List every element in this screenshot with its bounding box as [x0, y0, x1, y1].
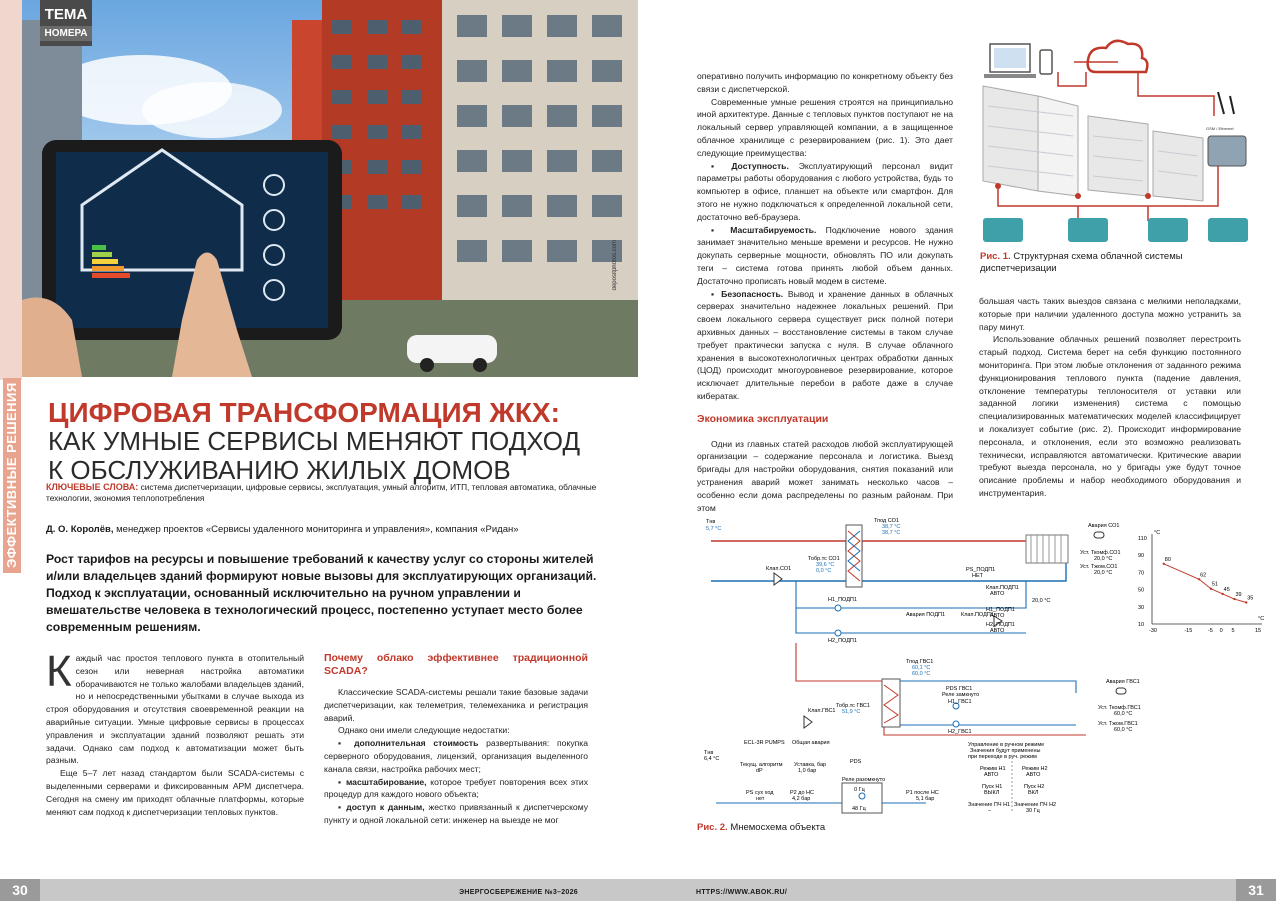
chart-point-label: 39: [1235, 592, 1242, 599]
author-role: менеджер проектов «Сервисы удаленного мониторинга и управления», компания «Ридан»: [116, 524, 519, 535]
badge-line2: НОМЕРА: [40, 26, 92, 41]
mn-pds: PDS: [850, 759, 862, 765]
mn-r-n1-podp1: Н1_ПОДП1: [986, 607, 1015, 613]
mn-n2-gvs1: Н2_ГВС1: [948, 729, 972, 735]
mn-ust-tkomf-co1-v: 20,0 °С: [1094, 556, 1113, 562]
right-page-number: 31: [1236, 879, 1276, 901]
mn-tpod-co1-v1: 38,7 °С: [882, 524, 901, 530]
mn-tek-alg-v: dP: [756, 768, 763, 774]
keywords-label: КЛЮЧЕВЫЕ СЛОВА:: [46, 482, 139, 492]
mn-hz1: 0 Гц: [854, 787, 865, 793]
chart-series-line: [1164, 564, 1246, 603]
cover-illustration: [22, 0, 638, 377]
chart-y-tick: 50: [1138, 587, 1145, 594]
mn-pusk-n1-v: ВЫКЛ: [984, 790, 1000, 796]
mn-znach-n2-v: 30 Гц: [1026, 808, 1040, 814]
left-column-2: [324, 652, 588, 827]
mn-r-avto2: АВТО: [990, 613, 1005, 619]
mn-rezhim-n1: Режим Н1: [980, 766, 1006, 772]
right-column-1: [697, 70, 953, 514]
mn-r-avto3: АВТО: [990, 628, 1005, 634]
mn-r-klap-podp1: Клап.ПОДП1: [986, 585, 1019, 591]
mn-n1-gvs1: Н1_ГВС1: [948, 699, 972, 705]
chart-y-tick: 90: [1138, 553, 1145, 560]
mn-tpod-gvs1-v2: 60,0 °С: [912, 671, 931, 677]
col2-b2-text: которое требует повторения всех этих процедур для каждого нового объекта;: [324, 776, 588, 800]
author-name: Д. О. Королёв,: [46, 524, 114, 535]
figure-2-caption-text: Мнемосхема объекта: [730, 822, 826, 833]
mn-tobr-tc-co1-v2: 0,0 °С: [816, 568, 832, 574]
article-title: [48, 398, 628, 485]
rc1-economics-paragraph: Одни из главных статей расходов любой эксплуатирующей организации – содержание персонала и логистика. Выезд бригады для настройки оборудования, снятия показаний или устранения аварий может занимать несколько часов – особенно если дома распределены по разным районам. При этом: [697, 438, 953, 513]
chart-point: [1198, 578, 1200, 580]
mn-t-out-val: 5,7 °С: [706, 526, 722, 532]
mn-avaria-gvs1: Авария ГВС1: [1106, 679, 1140, 685]
left-page-number: 30: [0, 879, 40, 901]
cloud-architecture-diagram: [978, 36, 1268, 246]
mn-ecl: ECL-3R PUMPS: [744, 740, 785, 746]
rc1-b1-bold: Доступность.: [731, 160, 789, 171]
mn-znach-n1-v: –: [988, 808, 992, 814]
col2-heading: Почему облако эффективнее традиционной SCADA?: [324, 652, 588, 677]
figure-1-caption-text: Структурная схема облачной системы диспетчеризации: [980, 251, 1183, 274]
col1-paragraph-2: Еще 5–7 лет назад стандартом были SCADA-системы с выделенными серверами и фиксированным АРМ диспетчера. Сегодня на смену им приходят облачные платформы, которые меняют сам подход к диспетчеризации тепловых пунктов.: [46, 768, 304, 817]
photo-credit: depositphotos.com: [612, 240, 618, 291]
rc1-b2-text: Подключение нового здания занимает значительно меньше времени и ресурсов. Не нужно докупать серверные мощности, обновлять ПО или докупать теги – система готова принять любой объем данных. Достаточно прописать новый модем в системе.: [697, 224, 953, 286]
mn-znach-n2: Значение ПЧ Н2: [1014, 802, 1057, 808]
mn-rele-zamknuto: Реле замкнуто: [942, 692, 980, 698]
chart-x-label: °C: [1258, 616, 1265, 622]
keywords: [46, 482, 606, 504]
mn-rezhim-n2: Режим Н2: [1022, 766, 1048, 772]
rc1-b3-bold: Безопасность.: [721, 288, 784, 299]
mn-ustavka-bar: Уставка, бар: [794, 762, 827, 768]
title-line1: ЦИФРОВАЯ ТРАНСФОРМАЦИЯ ЖКХ:: [48, 397, 560, 428]
rc1-b1-text: Эксплуатирующий персонал видит параметры работы оборудования с любого устройства, будь то компьютер в офисе, планшет на объекте или смартфон. Для этого не нужно подключаться к определенной локальной сети, достаточно веб-браузера.: [697, 160, 954, 222]
cover-photo: [22, 0, 638, 377]
mn-tpod-co1: Тпод СО1: [874, 518, 899, 524]
rc1-bullet-2: ▪ Масштабируемость. Подключение нового здания занимает значительно меньше времени и ресурсов. Не нужно докупать серверные мощности, обновлять ПО или докупать теги – система готова принять любой объем данных. Достаточно прописать новый модем в системе.: [697, 224, 953, 286]
col2-bullet-2: ▪ масштабирование, которое требует повторения всех этих процедур для каждого нового объекта;: [324, 776, 588, 800]
title-line3: К ОБСЛУЖИВАНИЮ ЖИЛЫХ ДОМОВ: [48, 455, 511, 485]
col2-b1-bold: дополнительная стоимость: [354, 738, 479, 749]
rc2-paragraph-2: Использование облачных решений позволяет перестроить старый подход. Система берет на себя функцию постоянного мониторинга. При этом любые отклонения от заданного режима функционирования теплового пункта (падение давления, отклонение температуры теплоносителя от уставки или заданной логики изменения) система с помощью специализированных математических моделей классифицирует и локализует событие (рис. 2). Происходит информирование персонала, и отклонения, если это возможно реализовать технически, исправляются автоматически. Критические аварии требуют выезда персонала, но у бригады уже будут точное описание проблемы и набор необходимого оборудования и инструментария.: [979, 334, 1241, 498]
mn-manual-title1: Управление в ручном режиме: [968, 742, 1045, 748]
mn-tpod-gvs1-v1: 60,1 °С: [912, 665, 931, 671]
col2-b3-text: жестко привязанный к диспетчерскому пункту и одной локальной сети: инженер на выезде не мог: [324, 802, 589, 825]
figure-2-label: Рис. 2.: [697, 822, 728, 833]
chart-point: [1210, 588, 1212, 590]
chart-x-tick: -5: [1207, 628, 1213, 634]
mn-rezhim-n1-v: АВТО: [984, 772, 999, 778]
mn-ps-sux: PS сух ход: [746, 790, 774, 796]
figure-1-caption: [980, 251, 1250, 275]
figure-1: [978, 36, 1268, 246]
mn-klap-podp1: Клап.ПОДП1: [961, 612, 994, 618]
rc1-bullet-1: ▪ Доступность. Эксплуатирующий персонал видит параметры работы оборудования с любого устройства, будь то компьютер в офисе, планшет на объекте или смартфон. Для этого не нужно подключаться к определенной локальной сети, достаточно веб-браузера.: [697, 160, 954, 222]
left-footer-text: ЭНЕРГОСБЕРЕЖЕНИЕ №3–2026: [459, 889, 578, 896]
col2-b1-text: развертывания: покупка серверного оборудования, лицензий, организация выделенного канала связи, настройка рабочих мест;: [324, 738, 588, 774]
mn-rezhim-n2-v: АВТО: [1026, 772, 1041, 778]
mn-p1-posle-nc: P1 после НС: [906, 790, 939, 796]
title-line2: КАК УМНЫЕ СЕРВИСЫ МЕНЯЮТ ПОДХОД: [48, 426, 581, 456]
col1-paragraph-1: [46, 647, 304, 767]
mn-ps-sux-v: нет: [756, 796, 765, 802]
mn-ust-tzhom-gvs1-v: 60,0 °С: [1114, 727, 1133, 733]
mn-t-out: Тнв: [706, 519, 716, 525]
chart-y-tick: 30: [1138, 604, 1145, 611]
mn-p2-do-nc: P2 до НС: [790, 790, 814, 796]
col1-p1-text: аждый час простоя теплового пункта в отопительный сезон или неверная настройка автоматики оборачиваются не только жалобами владельцев зданий, но и непосредственными убытками в случае выхода из строя оборудования и отсутствия своевременной реакции на аварийные ситуации. Умные цифровые сервисы в процессах управления и эксплуатации зданий позволяют решать эти задачи. Однако сам подход к автоматизации может быть разным.: [46, 653, 304, 766]
mn-tnv2-v: 6,4 °С: [704, 756, 720, 762]
mn-n2-podp1: Н2_ПОДП1: [828, 638, 857, 644]
chart-point-label: 62: [1200, 572, 1207, 579]
side-strip: [0, 0, 22, 380]
mn-klap-co1: Клап.СО1: [766, 566, 792, 572]
keywords-text: система диспетчеризации, цифровые сервисы, эксплуатация, умный алгоритм, ИТП, тепловая автоматика, облачные технологии, экономия теплопотребления: [46, 482, 597, 503]
mn-ustavka-bar-v: 1,0 бар: [798, 768, 817, 774]
rc1-paragraph-2: Современные умные решения строятся на принципиально иной архитектуре. Данные с тепловых пунктов поступают не на локальный сервер управляющей компании, а в защищенное облачное хранилище с резервированием (рис. 1). Это дает следующие преимущества:: [697, 96, 953, 158]
badge-line1: ТЕМА: [44, 6, 88, 23]
mn-tpod-co1-v2: 38,7 °С: [882, 530, 901, 536]
mn-tnv2: Тнв: [704, 750, 714, 756]
right-footer-text: HTTPS://WWW.ABOK.RU/: [696, 889, 788, 896]
chart-point: [1221, 593, 1223, 595]
mn-klap-gvs1: Клап.ГВС1: [808, 708, 836, 714]
mn-pusk-n2-v: ВКЛ: [1028, 790, 1039, 796]
rc1-b3-text: Вывод и хранение данных в облачных серверах значительно надежнее локальных решений. При своем локального сервера существует риск полной потери архивных данных – восстановление системы в таком случае требует практически запуска с нуля. В случае облачного хранения в высокотехнологичных центрах обработки данных (ЦОД) происходит многоуровневое резервирование, которое исключает длительные перебои в работе даже в случае кибератак.: [697, 288, 953, 401]
mn-ust-tkomf-gvs1-v: 60,0 °С: [1114, 711, 1133, 717]
figure-1-label: Рис. 1.: [980, 251, 1011, 262]
col2-paragraph-2: Однако они имели следующие недостатки:: [338, 725, 510, 736]
right-page: [638, 0, 1276, 901]
mn-pusk-n2: Пуск Н2: [1024, 784, 1045, 790]
mn-ust-tzhom-co1-v: 20,0 °С: [1094, 570, 1113, 576]
chart-x-tick: -30: [1149, 628, 1157, 634]
mn-p2-do-nc-v: 4,2 бар: [792, 796, 811, 802]
chart-point-label: 45: [1223, 586, 1230, 593]
mn-tobr-tc-co1-v1: 39,6 °С: [816, 562, 835, 568]
gsm-label: GSM / Ethernet: [1206, 126, 1234, 131]
chart-point-label: 35: [1247, 595, 1254, 602]
chart-point: [1163, 563, 1165, 565]
section-label: ЭФФЕКТИВНЫЕ РЕШЕНИЯ: [3, 378, 21, 573]
col2-b2-bold: масштабирование,: [345, 776, 427, 787]
right-column-2: [979, 295, 1241, 500]
mn-tobr-tc-gvs1-v: 51,9 °С: [842, 709, 861, 715]
heating-curve-chart: [1130, 528, 1270, 638]
mn-hz2: 48 Гц: [852, 806, 866, 812]
mn-obsch-avaria: Общая авария: [792, 740, 830, 746]
mn-ust-tzhom-co1: Уст. Тжом.СО1: [1080, 564, 1118, 570]
mn-ps-podp1: PS_ПОДП1: [966, 567, 996, 573]
chart-x-tick: -15: [1184, 628, 1193, 634]
mn-rele-razomknuto: Реле разомкнуто: [842, 777, 886, 783]
mn-pusk-n1: Пуск Н1: [982, 784, 1003, 790]
lead-paragraph: Рост тарифов на ресурсы и повышение требований к качеству услуг со стороны жителей и/или владельцев зданий формируют новые вызовы для эксплуатирующих организаций. Подход к эксплуатации, основанный исключительно на ручном управлении и вмешательстве человека в технологический процесс, постепенно уступает место более современным решениям.: [46, 552, 597, 634]
mn-avaria-podp1: Авария ПОДП1: [906, 612, 946, 618]
mn-ust-tkomf-co1: Уст. Ткомф.СО1: [1080, 550, 1121, 556]
figure-2-caption: [697, 822, 997, 834]
mn-p1-posle-nc-v: 5,1 бар: [916, 796, 935, 802]
chart-y-tick: 110: [1138, 536, 1147, 542]
chart-y-tick: 10: [1138, 622, 1145, 628]
rc1-bullet-3: ▪ Безопасность. Вывод и хранение данных в облачных серверах значительно надежнее локальных решений. При своем локального сервера существует риск полной потери архивных данных – восстановление системы в таком случае требует практически запуска с нуля. В случае облачного хранения в высокотехнологичных центрах обработки данных (ЦОД) происходит многоуровневое резервирование, которое исключает длительные перебои в работе даже в случае кибератак.: [697, 288, 953, 401]
mn-ps-podp1-v: НЕТ: [972, 573, 983, 579]
mn-val-20: 20,0 °С: [1032, 598, 1051, 604]
rc2-paragraph-1: большая часть таких выездов связана с мелкими неполадками, которые при наличии удаленного доступа можно устранить за пару минут.: [979, 296, 1241, 332]
heating-curve-svg: [1130, 528, 1270, 638]
author-line: [46, 524, 606, 535]
col2-bullet-3: ▪ доступ к данным, жестко привязанный к диспетчерскому пункту и одной локальной сети: инженер на выезде не мог: [324, 802, 589, 825]
chart-x-tick: 5: [1231, 628, 1235, 634]
mn-r-avto1: АВТО: [990, 591, 1005, 597]
col2-bullet-1: ▪ дополнительная стоимость развертывания: покупка серверного оборудования, лицензий, организация выделенного канала связи, настройка рабочих мест;: [324, 738, 588, 774]
chart-point-label: 80: [1164, 556, 1171, 563]
col2-paragraph-1: Классические SCADA-системы решали такие базовые задачи диспетчеризации, как телеметрия, телемеханика и регистрация аварий.: [324, 687, 588, 723]
mn-tek-alg: Текущ. алгоритм: [740, 762, 783, 768]
mn-manual-title2: Значения будут применены: [970, 748, 1041, 754]
left-column-1: [46, 647, 304, 818]
economics-heading: Экономика эксплуатации: [697, 412, 829, 425]
mn-manual-title3: при переходе в руч. режим: [968, 754, 1037, 760]
mn-ust-tzhom-gvs1: Уст. Тжом.ГВС1: [1098, 721, 1138, 727]
chart-point-label: 51: [1211, 581, 1219, 588]
col2-b3-bold: доступ к данным,: [346, 802, 425, 813]
chart-point: [1233, 598, 1235, 600]
theme-badge: [40, 0, 92, 46]
mn-n1-podp1: Н1_ПОДП1: [828, 597, 857, 603]
chart-x-tick: 0: [1219, 628, 1223, 634]
mn-znach-n1: Значение ПЧ Н1: [968, 802, 1011, 808]
mn-tobr-tc-co1: Тобр.тс СО1: [808, 556, 840, 562]
mn-tpod-gvs1: Тпод ГВС1: [906, 659, 934, 665]
rc1-b2-bold: Масштабируемость.: [730, 224, 817, 235]
mn-avaria-co1: Авария СО1: [1088, 523, 1120, 529]
mn-r-n2-podp1: Н2_ПОДП1: [986, 622, 1015, 628]
chart-y-tick: 70: [1138, 570, 1145, 577]
chart-y-label: °C: [1154, 530, 1161, 536]
mn-ust-tkomf-gvs1: Уст. Ткомф.ГВС1: [1098, 705, 1141, 711]
mn-tobr-tc-gvs1: Тобр.тс ГВС1: [836, 703, 870, 709]
dropcap: К: [46, 647, 72, 696]
chart-x-tick: 15: [1255, 628, 1262, 634]
chart-point: [1245, 601, 1247, 603]
mn-pds-gvs1: PDS ГВС1: [946, 686, 973, 692]
rc1-paragraph-1: оперативно получить информацию по конкретному объекту без связи с диспетчерской.: [697, 71, 953, 94]
